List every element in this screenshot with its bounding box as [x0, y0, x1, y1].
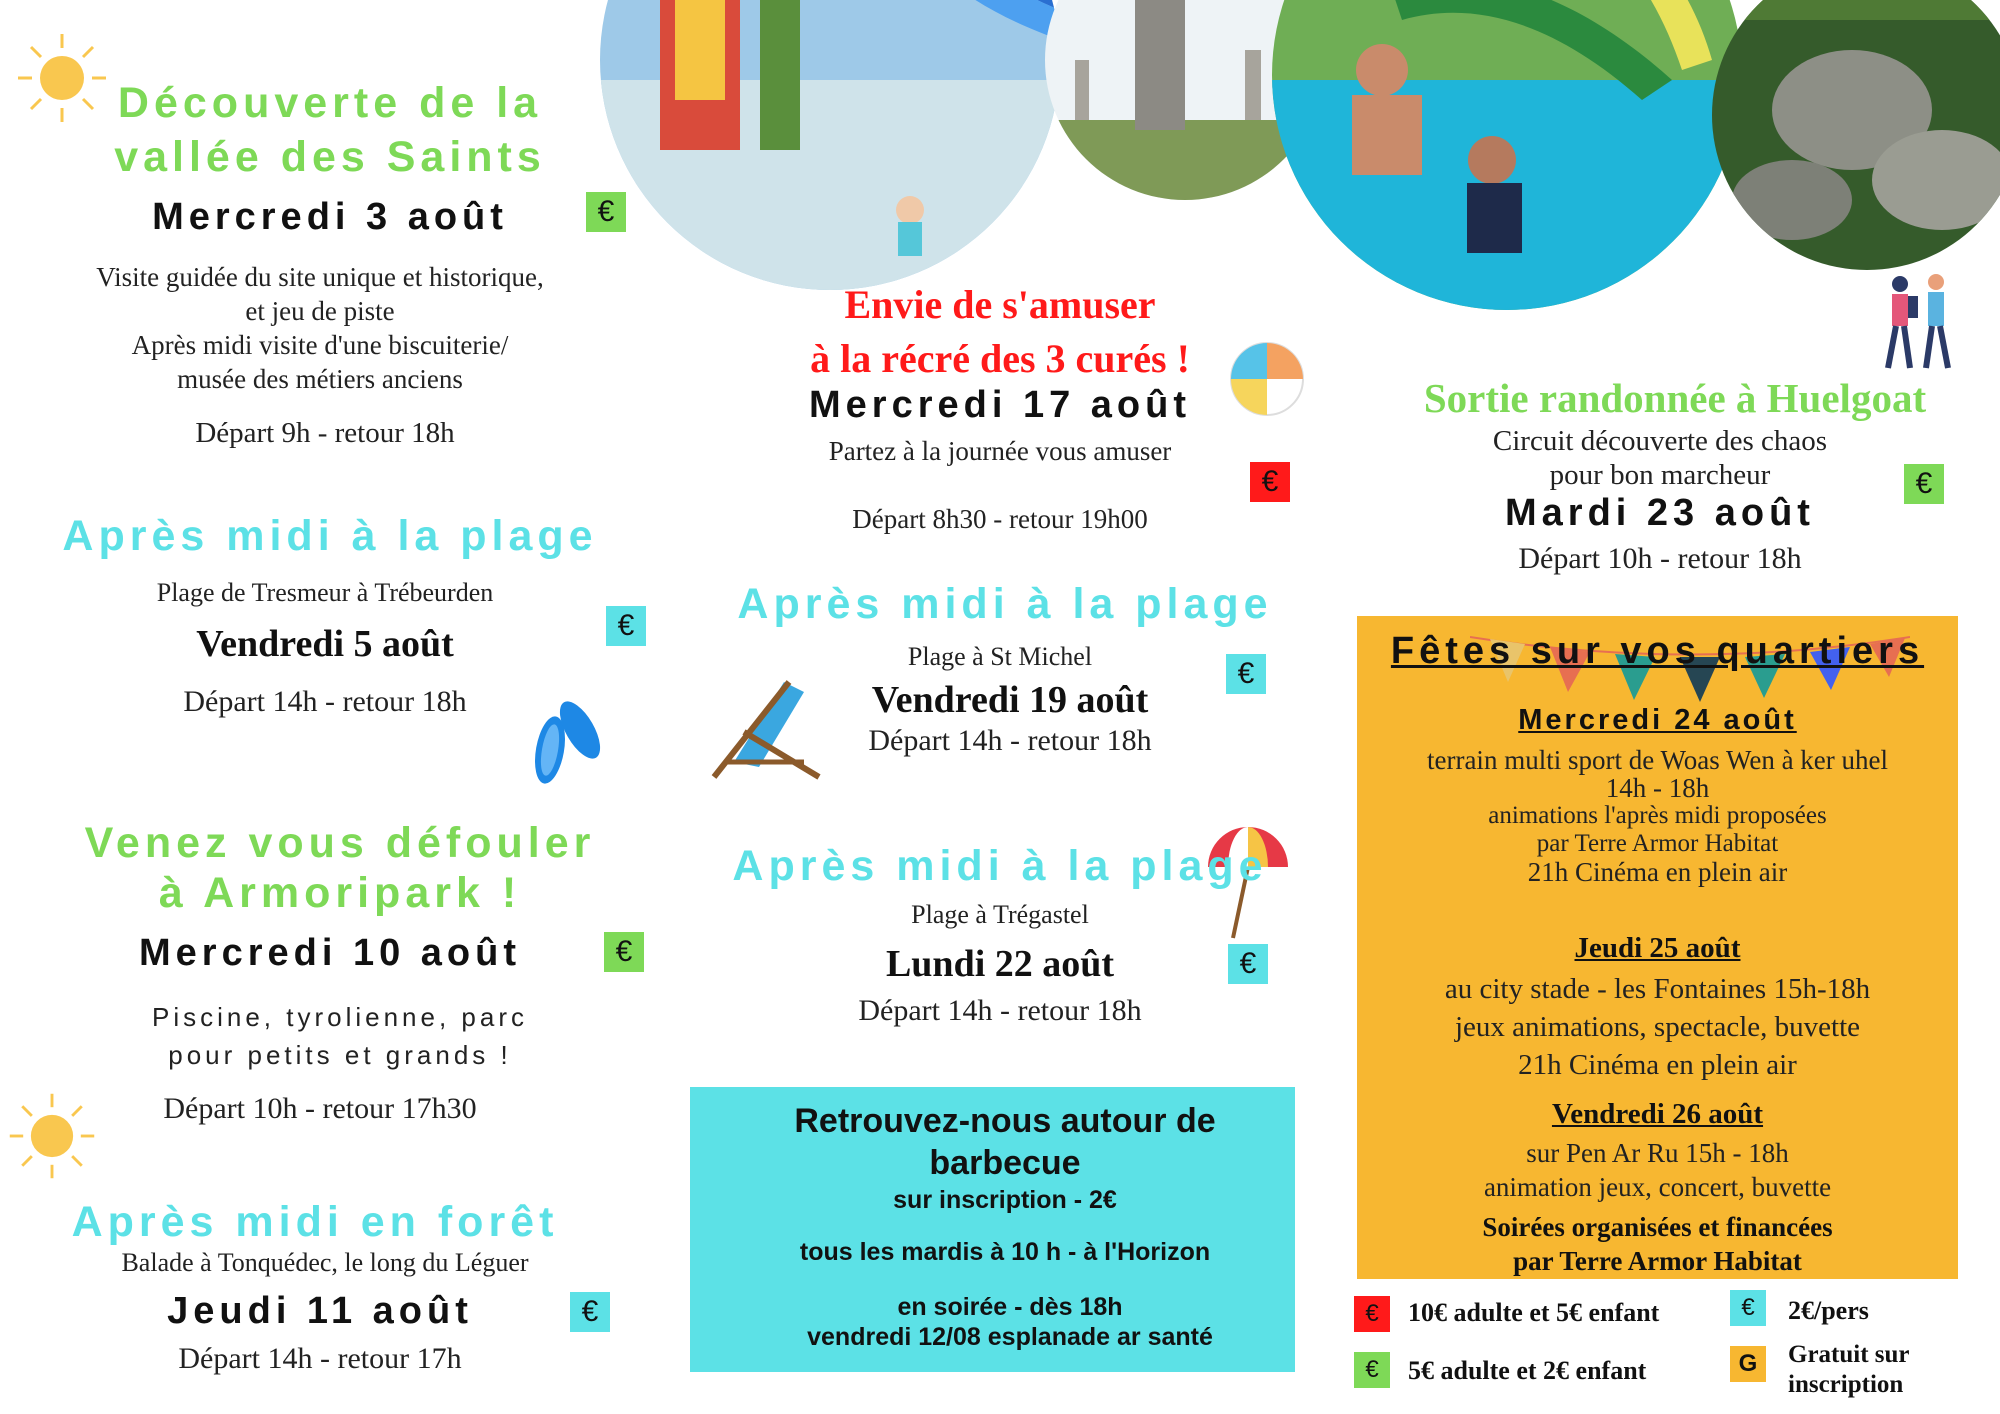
- bbq-line2: en soirée - dès 18h vendredi 12/08 esplanade ar santé: [807, 1293, 1213, 1351]
- armor-depart: Départ 10h - retour 17h30: [163, 1092, 477, 1125]
- rando-title: Sortie randonnée à Huelgoat: [1423, 375, 1927, 421]
- legend-orange-text: Gratuit sur inscription: [1788, 1341, 1910, 1398]
- price-badge: €: [570, 1292, 610, 1332]
- legend-green-swatch: €: [1354, 1352, 1390, 1388]
- legend-cyan-swatch: €: [1730, 1290, 1766, 1326]
- plage2-place: Plage à St Michel: [907, 642, 1093, 671]
- fetes-date3: Vendredi 26 août: [1551, 1098, 1764, 1130]
- rando-depart: Départ 10h - retour 18h: [1518, 542, 1802, 575]
- rando-date: Mardi 23 août: [1505, 492, 1815, 534]
- fetes-date2-details: au city stade - les Fontaines 15h-18h jeux animations, spectacle, buvette 21h Cinéma en plein air: [1444, 973, 1871, 1081]
- plage1-title: Après midi à la plage: [62, 512, 598, 560]
- foret-depart: Départ 14h - retour 17h: [178, 1342, 462, 1375]
- plage2-date: Vendredi 19 août: [871, 679, 1149, 721]
- foret-place: Balade à Tonquédec, le long du Léguer: [121, 1248, 529, 1277]
- foret-title: Après midi en forêt: [71, 1198, 559, 1246]
- fetes-date1-details: terrain multi sport de Woas Wen à ker uhel 14h - 18h animations l'après midi proposées par Terre Armor Habitat 21h Cinéma en plein air: [1426, 745, 1889, 887]
- legend-red-swatch: €: [1354, 1296, 1390, 1332]
- plage2-depart: Départ 14h - retour 18h: [868, 724, 1152, 757]
- plage3-title: Après midi à la plage: [732, 842, 1268, 890]
- fetes-note: Soirées organisées et financées par Terre Armor Habitat: [1482, 1212, 1833, 1276]
- legend-orange-swatch: G: [1730, 1346, 1766, 1382]
- hikers-icon: [1878, 268, 1958, 378]
- fetes-title: Fêtes sur vos quartiers: [1390, 630, 1925, 672]
- plage3-date: Lundi 22 août: [885, 943, 1115, 985]
- fetes-date3-details: sur Pen Ar Ru 15h - 18h animation jeux, concert, buvette: [1483, 1138, 1832, 1202]
- legend-red-text: 10€ adulte et 5€ enfant: [1408, 1298, 1660, 1327]
- saints-title: Découverte de la vallée des Saints: [114, 79, 546, 181]
- cures-depart: Départ 8h30 - retour 19h00: [852, 504, 1148, 534]
- plage1-date: Vendredi 5 août: [196, 623, 454, 665]
- plage2-title: Après midi à la plage: [737, 580, 1273, 628]
- plage1-place: Plage de Tresmeur à Trébeurden: [156, 578, 494, 607]
- price-badge: €: [1250, 462, 1290, 502]
- armor-date: Mercredi 10 août: [139, 932, 521, 974]
- fetes-date1: Mercredi 24 août: [1518, 704, 1797, 736]
- price-badge: €: [586, 192, 626, 232]
- price-badge: €: [1904, 464, 1944, 504]
- pool-slide-photo: [1272, 0, 1742, 310]
- cures-title: Envie de s'amuser à la récré des 3 curés !: [810, 282, 1190, 381]
- foret-date: Jeudi 11 août: [167, 1290, 473, 1332]
- cures-description: Partez à la journée vous amuser: [828, 436, 1172, 466]
- plage1-depart: Départ 14h - retour 18h: [183, 685, 467, 718]
- forest-rocks-photo: [1712, 0, 2000, 270]
- waterpark-photo: [600, 0, 1060, 290]
- saints-depart: Départ 9h - retour 18h: [195, 417, 455, 449]
- saints-description: Visite guidée du site unique et historique, et jeu de piste Après midi visite d'une biscuiterie/ musée des métiers anciens: [96, 262, 544, 394]
- legend-cyan-text: 2€/pers: [1788, 1296, 1869, 1325]
- bbq-sub: sur inscription - 2€: [893, 1186, 1117, 1214]
- price-badge: €: [604, 932, 644, 972]
- plage3-depart: Départ 14h - retour 18h: [858, 994, 1142, 1027]
- fetes-date2: Jeudi 25 août: [1574, 932, 1741, 964]
- cures-date: Mercredi 17 août: [809, 384, 1191, 426]
- bbq-line1: tous les mardis à 10 h - à l'Horizon: [799, 1238, 1211, 1266]
- price-badge: €: [1228, 944, 1268, 984]
- legend-green-text: 5€ adulte et 2€ enfant: [1408, 1356, 1647, 1385]
- armor-description: Piscine, tyrolienne, parc pour petits et grands !: [151, 1002, 529, 1070]
- saints-date: Mercredi 3 août: [152, 196, 508, 238]
- price-badge: €: [606, 606, 646, 646]
- plage3-place: Plage à Trégastel: [911, 900, 1089, 929]
- rando-description: Circuit découverte des chaos pour bon marcheur: [1492, 425, 1828, 491]
- armor-title: Venez vous défouler à Armoripark !: [84, 819, 596, 917]
- bbq-title: Retrouvez-nous autour de barbecue: [794, 1102, 1216, 1182]
- price-badge: €: [1226, 654, 1266, 694]
